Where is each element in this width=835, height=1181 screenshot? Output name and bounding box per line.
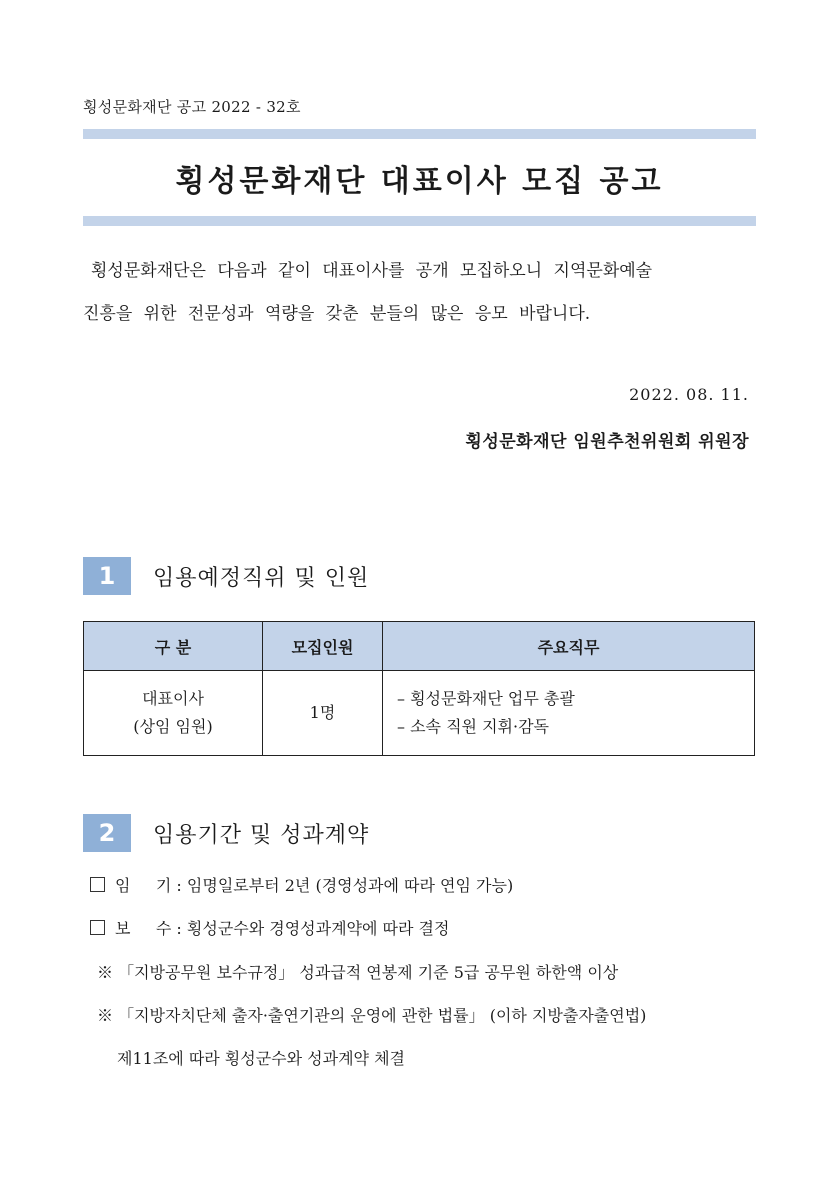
title-top-bar: [83, 129, 756, 139]
cell-duty: [383, 671, 755, 756]
issuer: 횡성문화재단 임원추천위원회 위원장: [465, 432, 749, 452]
cell-position: [84, 671, 263, 756]
page-title: 횡성문화재단 대표이사 모집 공고: [175, 164, 664, 199]
position-type: (상임 임원): [133, 717, 213, 736]
duty-2: – 소속 직원 지휘·감독: [397, 717, 549, 736]
header-duty: 주요직무: [383, 622, 755, 671]
section-2-title: 임용기간 및 성과계약: [153, 822, 370, 848]
checkbox-square-icon: [90, 920, 105, 935]
term-item: [90, 873, 513, 896]
note-2: ※ 「지방자치단체 출자·출연기관의 운영에 관한 법률」 (이하 지방출자출연법): [97, 1006, 647, 1025]
checkbox-square-icon: [90, 877, 105, 892]
note-2-continued: 제11조에 따라 횡성군수와 성과계약 체결: [117, 1049, 405, 1068]
header-category: 구 분: [84, 622, 263, 671]
duty-1: – 횡성문화재단 업무 총괄: [397, 689, 575, 708]
title-bottom-bar: [83, 216, 756, 226]
table-header-row: [84, 622, 755, 671]
intro-line-2: 진흥을 위한 전문성과 역량을 갖춘 분들의 많은 응모 바랍니다.: [83, 304, 591, 324]
intro-paragraph: [83, 250, 756, 336]
header-count: 모집인원: [263, 622, 383, 671]
position-table: [83, 621, 755, 756]
section-2-heading: [83, 814, 369, 852]
section-1-title: 임용예정직위 및 인원: [153, 565, 370, 591]
section-1-heading: [83, 557, 369, 595]
cell-count: 1명: [263, 671, 383, 756]
table-row: [84, 671, 755, 756]
position-name: 대표이사: [142, 689, 204, 708]
section-1-number: 1: [83, 557, 131, 595]
notice-number: 횡성문화재단 공고 2022 - 32호: [83, 98, 301, 116]
salary-text: 보 수 : 횡성군수와 경영성과계약에 따라 결정: [115, 919, 450, 938]
term-text: 임 기 : 임명일로부터 2년 (경영성과에 따라 연임 가능): [115, 876, 514, 895]
section-2-number: 2: [83, 814, 131, 852]
note-1: ※ 「지방공무원 보수규정」 성과급적 연봉제 기준 5급 공무원 하한액 이상: [97, 963, 619, 982]
intro-line-1: 횡성문화재단은 다음과 같이 대표이사를 공개 모집하오니 지역문화예술: [91, 261, 653, 281]
notice-date: 2022. 08. 11.: [629, 385, 749, 404]
salary-item: [90, 916, 449, 939]
